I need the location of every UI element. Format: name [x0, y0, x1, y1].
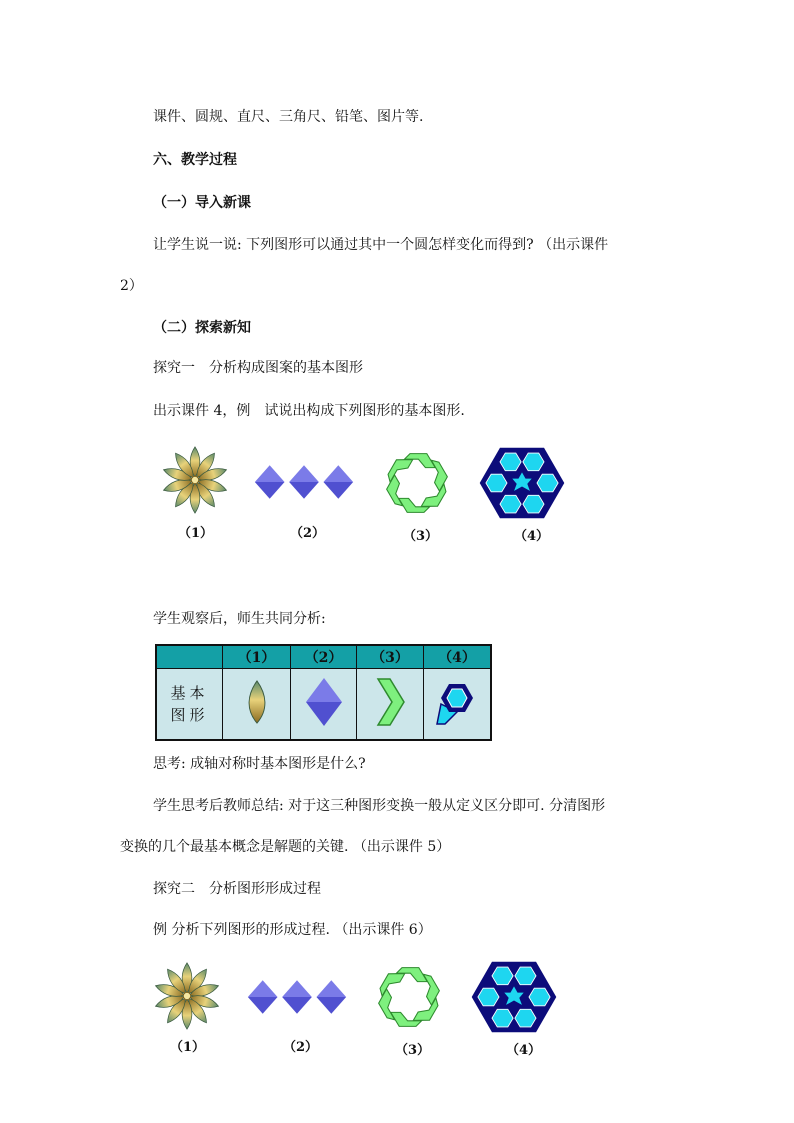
figure-caption: （3）	[403, 529, 439, 544]
chevron-ring-pattern-icon	[367, 962, 451, 1032]
table-header-cell: （2）	[291, 645, 357, 669]
table-cell	[424, 669, 492, 741]
figure-caption: （2）	[283, 1040, 319, 1055]
table-cell	[291, 669, 357, 741]
materials-line: 课件、圆规、直尺、三角尺、铅笔、图片等.	[153, 109, 424, 125]
table-header-cell	[156, 645, 223, 669]
table-cell	[357, 669, 424, 741]
diamond-pattern-icon	[253, 463, 355, 501]
chevron-ring-pattern-icon	[375, 448, 459, 518]
observe-line: 学生观察后，师生共同分析:	[153, 611, 326, 627]
table-header-cell: （3）	[357, 645, 424, 669]
figure-caption: （1）	[178, 526, 214, 541]
hexagon-star-pattern-icon	[466, 960, 562, 1034]
flower-pattern-icon	[142, 960, 232, 1032]
figure-caption: （2）	[290, 526, 326, 541]
figure-caption: （4）	[514, 529, 550, 544]
hexagon-star-pattern-icon	[474, 446, 570, 520]
figure-caption: （4）	[506, 1043, 542, 1058]
chevron-shape-icon	[374, 677, 406, 727]
think-line: 思考: 成轴对称时基本图形是什么?	[153, 756, 366, 772]
diamond-shape-icon	[304, 676, 344, 728]
row-label-cell	[156, 669, 223, 741]
part1-line1: 让学生说一说: 下列图形可以通过其中一个圆怎样变化而得到? （出示课件	[153, 237, 609, 253]
explore2-example: 例 分析下列图形的形成过程. （出示课件 6）	[153, 922, 432, 938]
basic-shapes-table	[155, 644, 492, 741]
explore1-heading: 探究一 分析构成图案的基本图形	[153, 360, 363, 376]
table-header-cell: （1）	[223, 645, 291, 669]
row-label-line: 基本	[170, 684, 209, 702]
summary-line1: 学生思考后教师总结: 对于这三种图形变换一般从定义区分即可. 分清图形	[153, 798, 606, 814]
row-label-line: 图形	[170, 706, 209, 724]
petal-shape-icon	[242, 679, 272, 725]
summary-line2: 变换的几个最基本概念是解题的关键. （出示课件 5）	[120, 839, 451, 855]
part1-line2: 2）	[120, 278, 143, 294]
explore1-example: 出示课件 4，例 试说出构成下列图形的基本图形.	[153, 403, 465, 419]
figure-caption: （3）	[395, 1043, 431, 1058]
part2-heading: （二）探索新知	[153, 320, 251, 336]
diamond-pattern-icon	[246, 978, 348, 1016]
flower-pattern-icon	[150, 444, 240, 516]
table-cell	[223, 669, 291, 741]
explore2-heading: 探究二 分析图形形成过程	[153, 881, 321, 897]
hexagon-shape-icon	[435, 678, 479, 726]
section-heading: 六、教学过程	[153, 152, 237, 168]
part1-heading: （一）导入新课	[153, 195, 251, 211]
figure-caption: （1）	[170, 1040, 206, 1055]
table-header-cell: （4）	[424, 645, 492, 669]
